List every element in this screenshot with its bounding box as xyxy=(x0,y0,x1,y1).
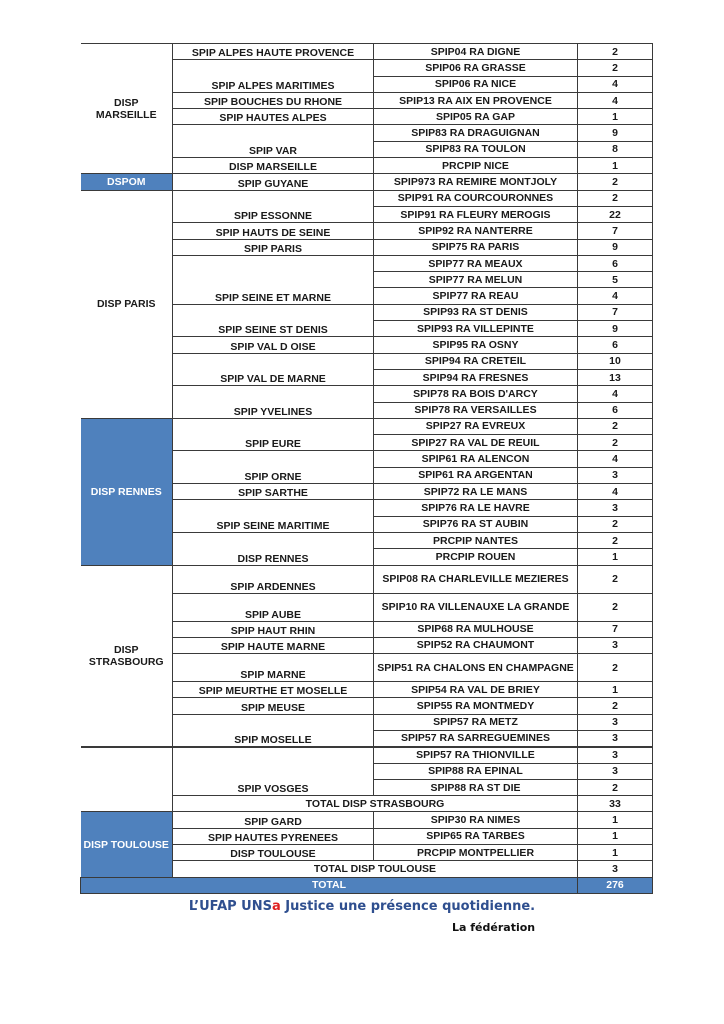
count-cell: 3 xyxy=(578,467,653,483)
site-cell: PRCPIP MONTPELLIER xyxy=(374,845,578,861)
count-cell: 3 xyxy=(578,730,653,746)
service-cell: SPIP VAL DE MARNE xyxy=(173,353,374,386)
count-cell: 3 xyxy=(578,637,653,653)
count-cell: 2 xyxy=(578,174,653,190)
region-cell: DISP RENNES xyxy=(81,418,173,565)
site-cell: SPIP77 RA MEAUX xyxy=(374,255,578,271)
footer-slogan: L’UFAP UNSa Justice une présence quotidienne. xyxy=(188,899,536,914)
count-cell: 7 xyxy=(578,304,653,320)
site-cell: PRCPIP ROUEN xyxy=(374,549,578,565)
service-cell: SPIP ARDENNES xyxy=(173,565,374,593)
site-cell: SPIP57 RA SARREGUEMINES xyxy=(374,730,578,746)
site-cell: SPIP27 RA EVREUX xyxy=(374,418,578,434)
subtotal-count: 33 xyxy=(578,796,653,812)
count-cell: 2 xyxy=(578,779,653,795)
service-cell: SPIP ORNE xyxy=(173,451,374,484)
table-row xyxy=(81,565,653,593)
count-cell: 1 xyxy=(578,158,653,174)
count-cell: 1 xyxy=(578,682,653,698)
count-cell: 2 xyxy=(578,44,653,60)
site-cell: SPIP93 RA VILLEPINTE xyxy=(374,321,578,337)
service-cell: SPIP SEINE MARITIME xyxy=(173,500,374,533)
count-cell: 1 xyxy=(578,845,653,861)
count-cell: 10 xyxy=(578,353,653,369)
region-cell: DISP TOULOUSE xyxy=(81,812,173,877)
count-cell: 3 xyxy=(578,714,653,730)
table-row xyxy=(81,44,653,60)
site-cell: SPIP76 RA LE HAVRE xyxy=(374,500,578,516)
service-cell: SPIP AUBE xyxy=(173,593,374,621)
site-cell: SPIP65 RA TARBES xyxy=(374,828,578,844)
site-cell: SPIP30 RA NIMES xyxy=(374,812,578,828)
count-cell: 2 xyxy=(578,60,653,76)
site-cell: SPIP88 RA EPINAL xyxy=(374,763,578,779)
service-cell: DISP TOULOUSE xyxy=(173,845,374,861)
count-cell: 6 xyxy=(578,255,653,271)
count-cell: 1 xyxy=(578,109,653,125)
footer-signature: La fédération xyxy=(452,921,536,934)
site-cell: SPIP94 RA FRESNES xyxy=(374,369,578,385)
service-cell: SPIP VAR xyxy=(173,125,374,158)
count-cell: 1 xyxy=(578,812,653,828)
count-cell: 2 xyxy=(578,698,653,714)
site-cell: SPIP57 RA THIONVILLE xyxy=(374,747,578,763)
site-cell: SPIP54 RA VAL DE BRIEY xyxy=(374,682,578,698)
service-cell: SPIP MEUSE xyxy=(173,698,374,714)
count-cell: 5 xyxy=(578,272,653,288)
count-cell: 4 xyxy=(578,484,653,500)
service-cell: DISP MARSEILLE xyxy=(173,158,374,174)
site-cell: SPIP06 RA NICE xyxy=(374,76,578,92)
count-cell: 2 xyxy=(578,435,653,451)
count-cell: 3 xyxy=(578,763,653,779)
count-cell: 1 xyxy=(578,828,653,844)
count-cell: 7 xyxy=(578,223,653,239)
service-cell: SPIP MEURTHE ET MOSELLE xyxy=(173,682,374,698)
site-cell: SPIP05 RA GAP xyxy=(374,109,578,125)
site-cell: SPIP72 RA LE MANS xyxy=(374,484,578,500)
service-cell: SPIP VAL D OISE xyxy=(173,337,374,353)
count-cell: 1 xyxy=(578,549,653,565)
site-cell: PRCPIP NANTES xyxy=(374,532,578,548)
site-cell: SPIP10 RA VILLENAUXE LA GRANDE xyxy=(374,593,578,621)
site-cell: SPIP77 RA REAU xyxy=(374,288,578,304)
subtotal-label: TOTAL DISP STRASBOURG xyxy=(173,796,578,812)
count-cell: 4 xyxy=(578,288,653,304)
site-cell: SPIP27 RA VAL DE REUIL xyxy=(374,435,578,451)
site-cell: SPIP95 RA OSNY xyxy=(374,337,578,353)
service-cell: SPIP MARNE xyxy=(173,654,374,682)
site-cell: SPIP93 RA ST DENIS xyxy=(374,304,578,320)
count-cell: 9 xyxy=(578,239,653,255)
service-cell: SPIP HAUT RHIN xyxy=(173,621,374,637)
site-cell: SPIP61 RA ARGENTAN xyxy=(374,467,578,483)
count-cell: 3 xyxy=(578,747,653,763)
site-cell: SPIP91 RA COURCOURONNES xyxy=(374,190,578,206)
count-cell: 7 xyxy=(578,621,653,637)
count-cell: 2 xyxy=(578,593,653,621)
site-cell: SPIP75 RA PARIS xyxy=(374,239,578,255)
site-cell: SPIP973 RA REMIRE MONTJOLY xyxy=(374,174,578,190)
site-cell: SPIP57 RA METZ xyxy=(374,714,578,730)
site-cell: SPIP83 RA DRAGUIGNAN xyxy=(374,125,578,141)
subtotal-count: 3 xyxy=(578,861,653,877)
table-row xyxy=(81,174,653,190)
count-cell: 2 xyxy=(578,190,653,206)
site-cell: SPIP92 RA NANTERRE xyxy=(374,223,578,239)
service-cell: SPIP HAUTES ALPES xyxy=(173,109,374,125)
table-row xyxy=(81,747,653,763)
site-cell: SPIP08 RA CHARLEVILLE MEZIERES xyxy=(374,565,578,593)
count-cell: 4 xyxy=(578,76,653,92)
count-cell: 2 xyxy=(578,654,653,682)
count-cell: 22 xyxy=(578,206,653,222)
site-cell: SPIP04 RA DIGNE xyxy=(374,44,578,60)
service-cell: SPIP MOSELLE xyxy=(173,714,374,747)
site-cell: SPIP13 RA AIX EN PROVENCE xyxy=(374,92,578,108)
count-cell: 8 xyxy=(578,141,653,157)
service-cell: SPIP ALPES MARITIMES xyxy=(173,60,374,93)
service-cell: SPIP BOUCHES DU RHONE xyxy=(173,92,374,108)
table-row xyxy=(81,190,653,206)
count-cell: 4 xyxy=(578,451,653,467)
service-cell: SPIP GARD xyxy=(173,812,374,828)
count-cell: 9 xyxy=(578,125,653,141)
table-row xyxy=(81,418,653,434)
site-cell: SPIP76 RA ST AUBIN xyxy=(374,516,578,532)
site-cell: SPIP06 RA GRASSE xyxy=(374,60,578,76)
count-cell: 2 xyxy=(578,418,653,434)
service-cell: SPIP HAUTES PYRENEES xyxy=(173,828,374,844)
count-cell: 2 xyxy=(578,565,653,593)
count-cell: 3 xyxy=(578,500,653,516)
site-cell: SPIP78 RA BOIS D'ARCY xyxy=(374,386,578,402)
site-cell: SPIP83 RA TOULON xyxy=(374,141,578,157)
service-cell: SPIP SARTHE xyxy=(173,484,374,500)
service-cell: SPIP SEINE ET MARNE xyxy=(173,255,374,304)
region-cell: DISP PARIS xyxy=(81,190,173,418)
count-cell: 4 xyxy=(578,92,653,108)
region-cell: DISP STRASBOURG xyxy=(81,565,173,747)
count-cell: 9 xyxy=(578,321,653,337)
grand-total-count: 276 xyxy=(578,877,653,893)
service-cell: DISP RENNES xyxy=(173,532,374,565)
grand-total-label: TOTAL xyxy=(81,877,578,893)
service-cell: SPIP ALPES HAUTE PROVENCE xyxy=(173,44,374,60)
grand-total-row xyxy=(81,877,653,893)
count-cell: 13 xyxy=(578,369,653,385)
service-cell: SPIP HAUTE MARNE xyxy=(173,637,374,653)
site-cell: SPIP77 RA MELUN xyxy=(374,272,578,288)
service-cell: SPIP EURE xyxy=(173,418,374,451)
service-cell: SPIP SEINE ST DENIS xyxy=(173,304,374,337)
count-cell: 6 xyxy=(578,337,653,353)
site-cell: SPIP52 RA CHAUMONT xyxy=(374,637,578,653)
region-cell xyxy=(81,747,173,812)
service-cell: SPIP VOSGES xyxy=(173,747,374,796)
site-cell: SPIP51 RA CHALONS EN CHAMPAGNE xyxy=(374,654,578,682)
count-cell: 2 xyxy=(578,516,653,532)
site-cell: SPIP61 RA ALENCON xyxy=(374,451,578,467)
service-cell: SPIP YVELINES xyxy=(173,386,374,419)
subtotal-label: TOTAL DISP TOULOUSE xyxy=(173,861,578,877)
count-cell: 4 xyxy=(578,386,653,402)
region-cell: DISP MARSEILLE xyxy=(81,44,173,174)
site-cell: SPIP55 RA MONTMEDY xyxy=(374,698,578,714)
region-cell: DSPOM xyxy=(81,174,173,190)
site-cell: PRCPIP NICE xyxy=(374,158,578,174)
site-cell: SPIP94 RA CRETEIL xyxy=(374,353,578,369)
count-cell: 2 xyxy=(578,532,653,548)
site-cell: SPIP91 RA FLEURY MEROGIS xyxy=(374,206,578,222)
site-cell: SPIP88 RA ST DIE xyxy=(374,779,578,795)
service-cell: SPIP GUYANE xyxy=(173,174,374,190)
site-cell: SPIP78 RA VERSAILLES xyxy=(374,402,578,418)
count-cell: 6 xyxy=(578,402,653,418)
table-row xyxy=(81,812,653,828)
staffing-table xyxy=(80,43,653,894)
service-cell: SPIP ESSONNE xyxy=(173,190,374,223)
site-cell: SPIP68 RA MULHOUSE xyxy=(374,621,578,637)
service-cell: SPIP HAUTS DE SEINE xyxy=(173,223,374,239)
service-cell: SPIP PARIS xyxy=(173,239,374,255)
